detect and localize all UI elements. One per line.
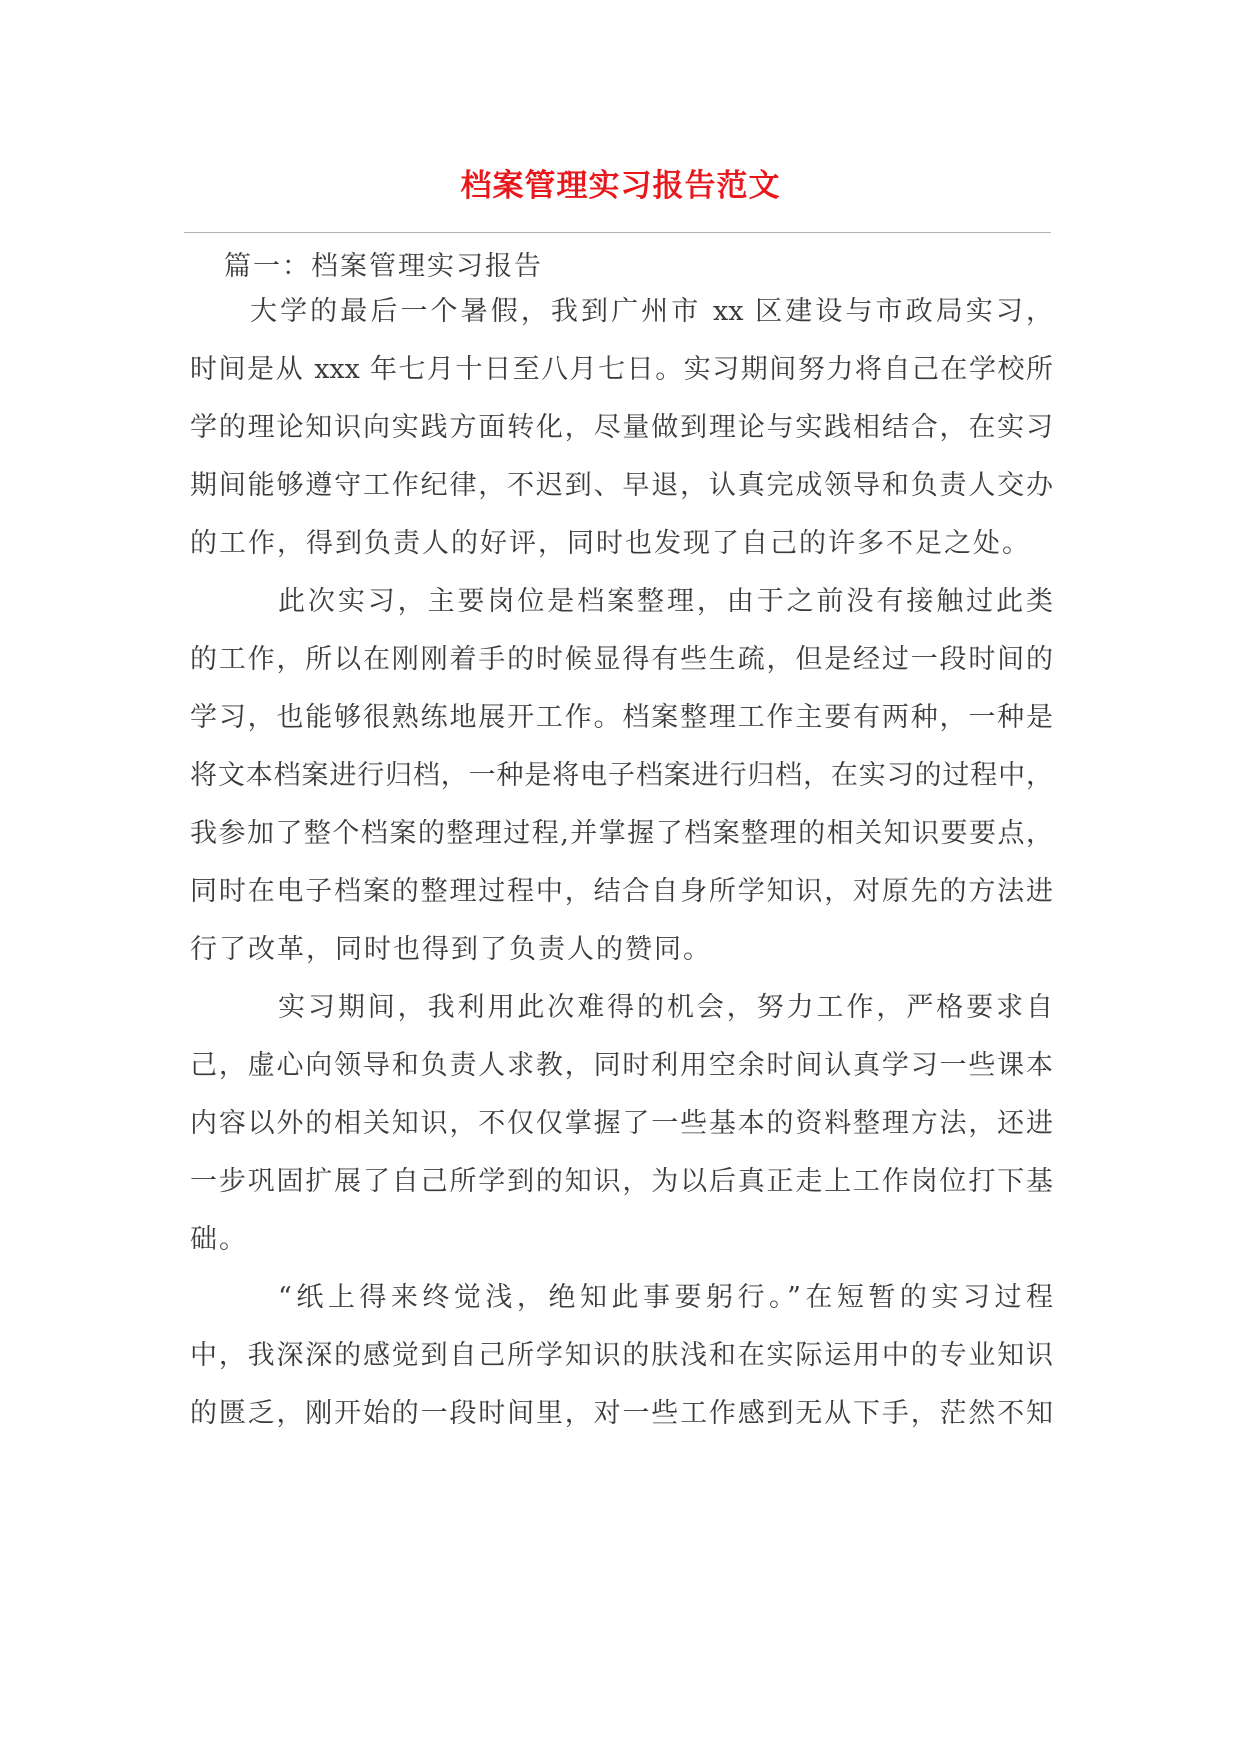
paragraph-line: 我参加了整个档案的整理过程,并掌握了档案整理的相关知识要要点， <box>190 818 1053 849</box>
paragraph-line: 内容以外的相关知识，不仅仅掌握了一些基本的资料整理方法，还进 <box>190 1108 1053 1139</box>
paragraph-line: “纸上得来终觉浅，绝知此事要躬行。”在短暂的实习过程 <box>278 1282 1053 1313</box>
paragraph-line: 此次实习，主要岗位是档案整理，由于之前没有接触过此类 <box>278 586 1053 617</box>
paragraph-line: 的工作，得到负责人的好评，同时也发现了自己的许多不足之处。 <box>190 528 1031 559</box>
paragraph-line: 础。 <box>190 1224 248 1255</box>
paragraph-line: 实习期间，我利用此次难得的机会，努力工作，严格要求自 <box>278 992 1053 1023</box>
paragraph-line: 学的理论知识向实践方面转化，尽量做到理论与实践相结合，在实习 <box>190 412 1053 443</box>
paragraph-line: 己，虚心向领导和负责人求教，同时利用空余时间认真学习一些课本 <box>190 1050 1053 1081</box>
paragraph-line: 行了改革，同时也得到了负责人的赞同。 <box>190 934 712 965</box>
section-heading: 篇一：档案管理实习报告 <box>224 251 543 282</box>
title-divider <box>184 232 1051 233</box>
paragraph-line: 的工作，所以在刚刚着手的时候显得有些生疏，但是经过一段时间的 <box>190 644 1053 675</box>
paragraph-line: 同时在电子档案的整理过程中，结合自身所学知识，对原先的方法进 <box>190 876 1053 907</box>
document-title: 档案管理实习报告范文 <box>460 168 781 204</box>
paragraph-line: 中，我深深的感觉到自己所学知识的肤浅和在实际运用中的专业知识 <box>190 1340 1053 1371</box>
paragraph-line: 一步巩固扩展了自己所学到的知识，为以后真正走上工作岗位打下基 <box>190 1166 1053 1197</box>
paragraph-line: 学习，也能够很熟练地展开工作。档案整理工作主要有两种，一种是 <box>190 702 1053 733</box>
paragraph-line: 的匮乏，刚开始的一段时间里，对一些工作感到无从下手，茫然不知 <box>190 1398 1053 1429</box>
paragraph-line: 时间是从 xxx 年七月十日至八月七日。实习期间努力将自己在学校所 <box>190 354 1053 385</box>
paragraph-line: 期间能够遵守工作纪律，不迟到、早退，认真完成领导和负责人交办 <box>190 470 1053 501</box>
paragraph-line: 大学的最后一个暑假，我到广州市 xx 区建设与市政局实习， <box>250 296 1053 327</box>
paragraph-line: 将文本档案进行归档，一种是将电子档案进行归档，在实习的过程中， <box>190 760 1053 791</box>
